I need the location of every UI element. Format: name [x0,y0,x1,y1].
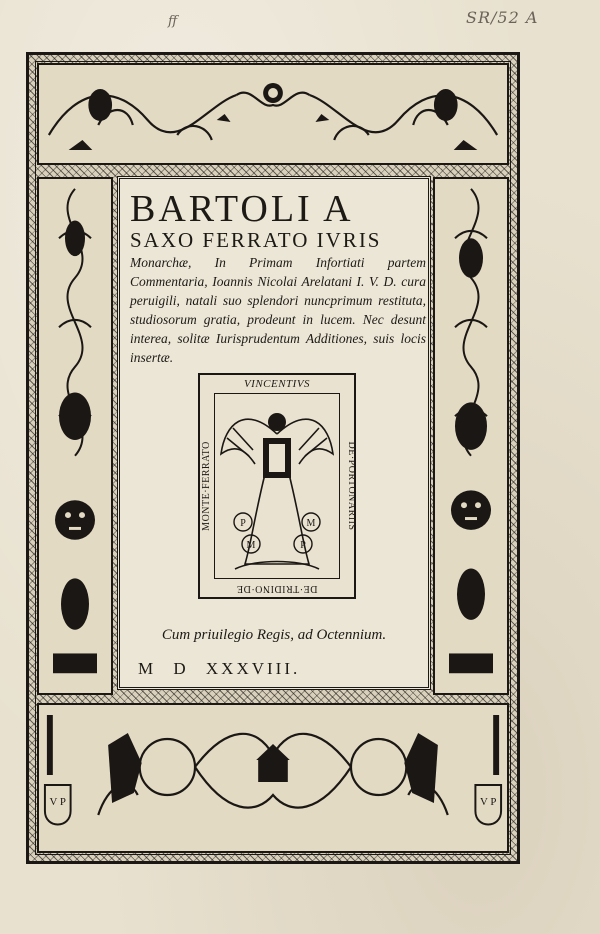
margin-annotation: ff [168,14,178,29]
top-ornament-band [37,63,509,165]
angel-emblem-icon [215,394,339,578]
shelfmark: SR/52 A [466,8,539,27]
title-line-2: SAXO FERRATO IVRIS [130,228,382,252]
title-description: Monarchæ, In Primam Infortiati partem Commentaria, Ioannis Nicolai Arelatani I. V. D. cura peruigili, natali suo splendori nuncprimum restituta, studiosorum gratia, prodeunt in lucem. Nec desunt interea, solitæ Iurisprudentum Additiones, suis locis insertæ. [130,255,426,365]
device-text-left: MONTE·FERRATO [201,441,212,531]
imprint-date: M D XXXVIII. [138,659,301,678]
printers-device [198,373,356,599]
device-text-top: VINCENTIVS [243,378,311,390]
device-text-bottom: DE·TRIDINO·DE [236,583,318,594]
monogram-letter: P [240,518,246,529]
monogram-letter: M [306,518,316,529]
left-column-ornament-icon [39,179,111,693]
right-shield-letters: V P [480,795,497,809]
right-column-ornament-icon [435,179,507,693]
top-ornament-icon [39,65,507,163]
left-shield-letters: V P [49,795,66,809]
title-line-1: BARTOLI A [130,188,354,230]
bottom-ornament-icon [39,705,507,851]
monogram-letter: P [300,540,306,551]
bottom-ornament-band [37,703,509,853]
left-ornament-column [37,177,113,695]
royal-privilege: Cum priuilegio Regis, ad Octennium. [161,627,387,643]
right-ornament-column [433,177,509,695]
device-text-right: DE·PORTONARIIS [346,441,357,531]
monogram-letter: M [246,540,256,551]
title-text-panel [117,176,431,690]
